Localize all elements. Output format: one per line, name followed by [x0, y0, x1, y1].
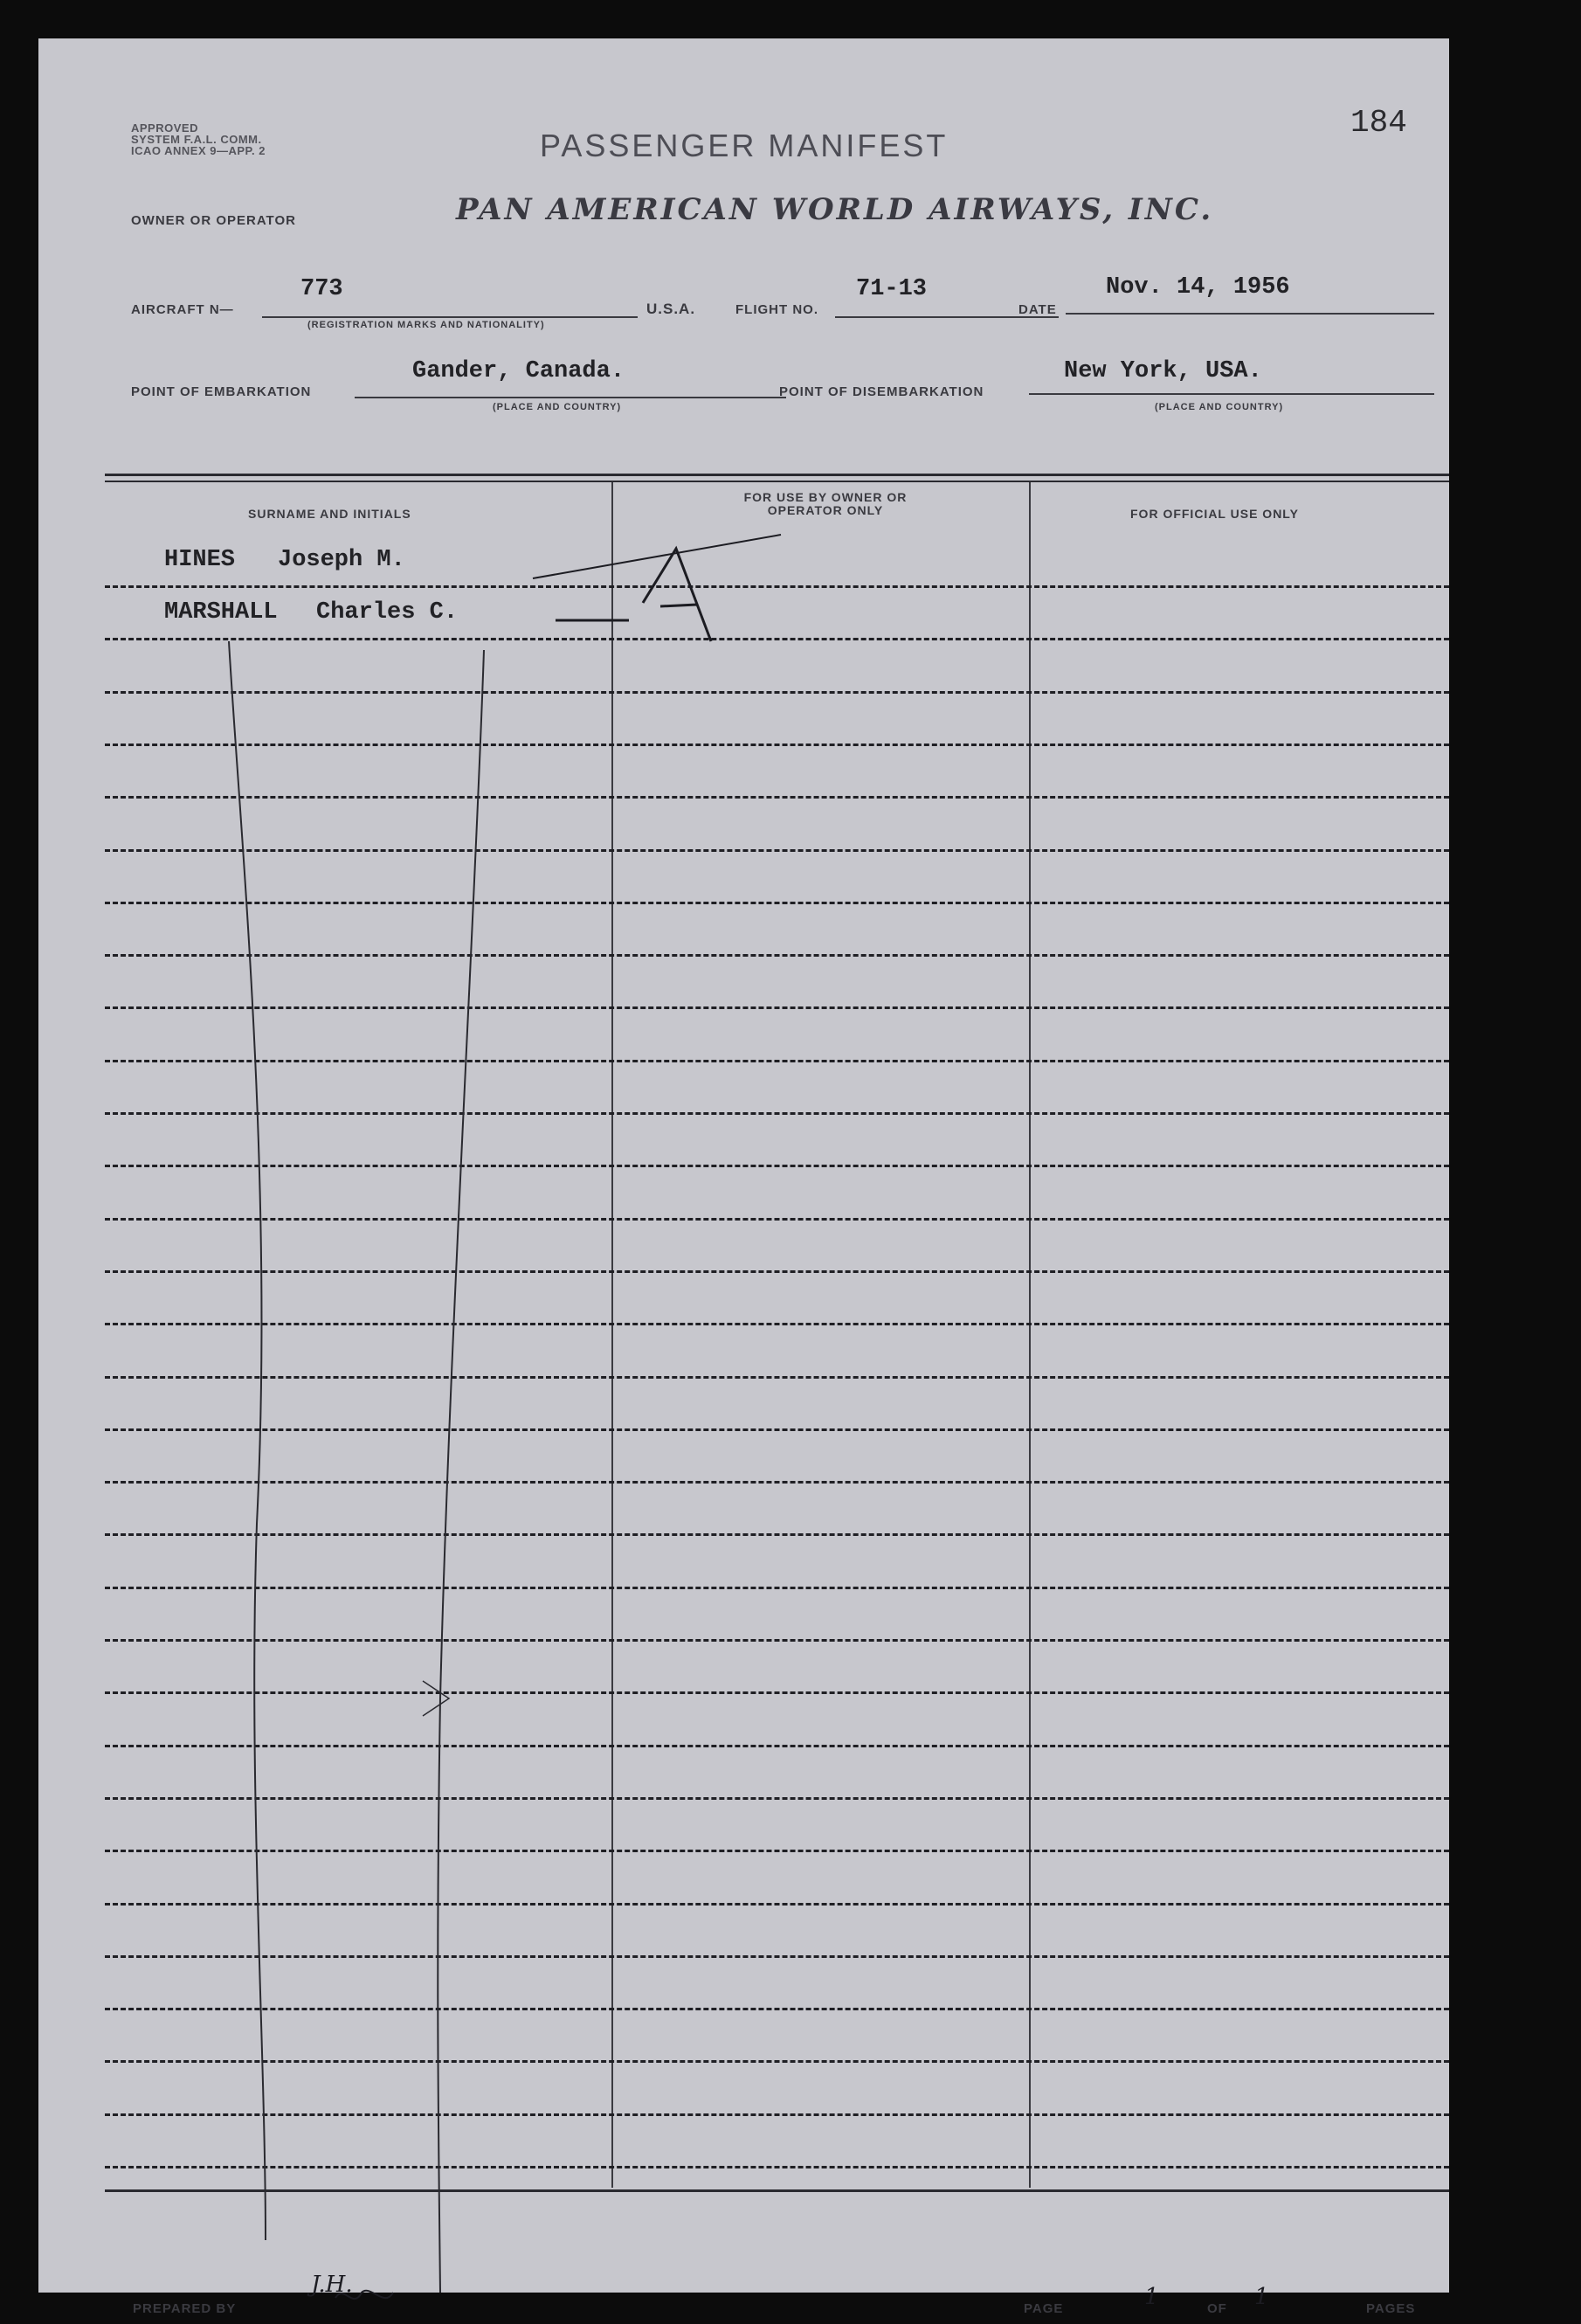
ink-tick [423, 1681, 449, 1716]
of-label: OF [1207, 2301, 1227, 2316]
aircraft-sublabel: (REGISTRATION MARKS AND NATIONALITY) [307, 320, 545, 330]
usa-label: U.S.A. [646, 301, 696, 317]
page-number: 184 [1350, 105, 1407, 141]
owner-label: OWNER OR OPERATOR [131, 213, 296, 228]
owner-value: PAN AMERICAN WORLD AIRWAYS, INC. [456, 192, 1214, 227]
flight-label: FLIGHT NO. [735, 302, 818, 317]
passenger-surname: MARSHALL [164, 599, 278, 626]
page-value: 1 [1144, 2284, 1159, 2310]
approval-line: APPROVED [131, 121, 198, 135]
ink-letter-a [643, 549, 711, 641]
date-value: Nov. 14, 1956 [1106, 274, 1290, 301]
header-surname: SURNAME AND INITIALS [248, 507, 411, 521]
embarkation-sublabel: (PLACE AND COUNTRY) [493, 402, 622, 412]
embarkation-label: POINT OF EMBARKATION [131, 384, 312, 399]
header-owner-use: FOR USE BY OWNER OR OPERATOR ONLY [743, 490, 908, 517]
ink-slash [533, 535, 781, 578]
manifest-sheet [38, 38, 1449, 2316]
ink-vertical-line-1 [229, 641, 266, 2240]
aircraft-label: AIRCRAFT N— [131, 302, 234, 317]
passenger-initials: Charles C. [316, 599, 459, 626]
ink-vertical-line-2 [438, 650, 484, 2293]
approval-line: SYSTEM F.A.L. COMM. [131, 133, 262, 146]
prepared-by-value: J.H. [311, 2272, 353, 2298]
of-value: 1 [1254, 2284, 1269, 2310]
aircraft-value: 773 [300, 276, 343, 302]
embarkation-value: Gander, Canada. [412, 358, 625, 384]
page-label: PAGE [1024, 2301, 1064, 2316]
document-title: PASSENGER MANIFEST [540, 128, 949, 163]
prepared-by-label: PREPARED BY [133, 2301, 237, 2316]
disembarkation-label: POINT OF DISEMBARKATION [779, 384, 984, 399]
header-official-use: FOR OFFICIAL USE ONLY [1130, 507, 1299, 521]
disembarkation-sublabel: (PLACE AND COUNTRY) [1155, 402, 1284, 412]
date-label: DATE [1018, 302, 1057, 317]
approval-line: ICAO ANNEX 9—APP. 2 [131, 144, 266, 157]
pages-label: PAGES [1366, 2301, 1416, 2316]
disembarkation-value: New York, USA. [1064, 358, 1262, 384]
handwriting-layer [38, 38, 1449, 2293]
passenger-surname: HINES [164, 547, 236, 573]
passenger-initials: Joseph M. [278, 547, 405, 573]
flight-value: 71-13 [856, 276, 928, 302]
